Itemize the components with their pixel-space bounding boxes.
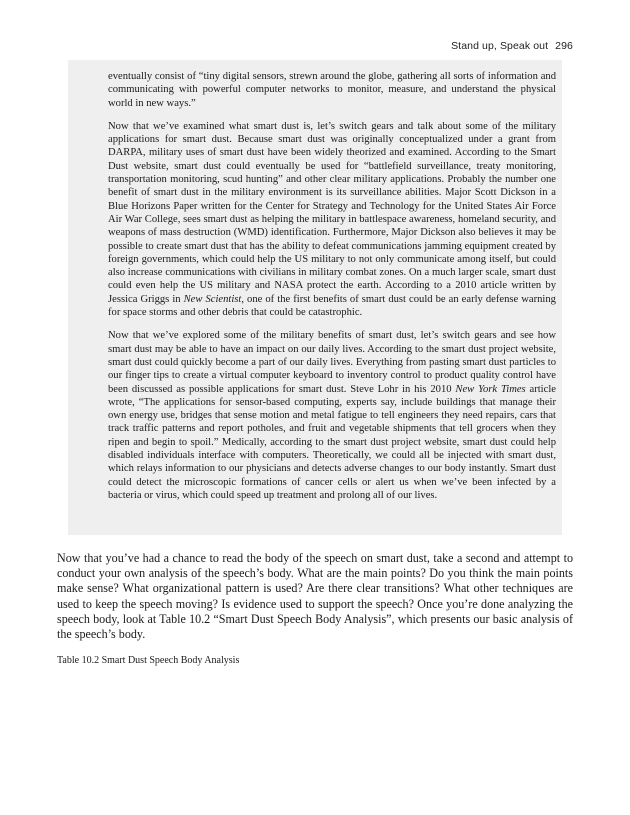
excerpt-paragraph-3: [108, 329, 556, 502]
speech-excerpt-box: [68, 60, 562, 535]
running-title: Stand up, Speak out: [451, 40, 549, 52]
excerpt-paragraph-3-text-a: Now that we’ve explored some of the military benefits of smart dust, let’s switch gears and see how smart dust may be able to have an impact on our daily lives. According to the smart dust project website, smart dust could quickly become a part of our daily lives. Everything from pasting smart dust particles to our finger tips to create a virtual computer keyboard to inventory control to product quality control have been discussed as possible applications for smart dust. Steve Lohr in his 2010: [108, 330, 556, 395]
running-head: [451, 40, 573, 52]
publication-title-new-scientist: New Scientist: [183, 293, 242, 305]
excerpt-paragraph-1: eventually consist of “tiny digital sensors, strewn around the globe, gathering all sorts of information and communicating with powerful computer networks to monitor, measure, and understand the physical world in new ways.”: [108, 71, 556, 109]
excerpt-paragraph-2-text-b: , one of the first benefits of smart dust could be an early defense warning for space storms and other debris that could be catastrophic.: [108, 293, 556, 319]
page-number: 296: [555, 40, 573, 52]
excerpt-paragraph-2-text-a: Now that we’ve examined what smart dust is, let’s switch gears and talk about some of the military applications for smart dust. Because smart dust was originally conceptualized under a grant from DARPA, military uses of smart dust have been widely theorized and examined. According to the Smart Dust website, smart dust could eventually be used for “battlefield surveillance, treaty monitoring, transportation monitoring, scud hunting” and other clear military applications. Probably the number one benefit of smart dust in the military environment is its surveillance abilities. Major Scott Dickson in a Blue Horizons Paper written for the Center for Strategy and Technology for the United States Air Force Air War College, sees smart dust as helping the military in battlespace awareness, homeland security, and weapons of mass destruction (WMD) identification. Furthermore, Major Dickson also believes it may be possible to create smart dust that has the ability to defeat communications jamming equipment created by foreign governments, which could help the US military to not only communicate among itself, but could also increase communications with civilians in military combat zones. On a much larger scale, smart dust could even help the US military and NASA protect the earth. According to a 2010 article written by Jessica Griggs in: [108, 120, 556, 305]
table-caption: Table 10.2 Smart Dust Speech Body Analysis: [57, 655, 240, 666]
body-paragraph: Now that you’ve had a chance to read the body of the speech on smart dust, take a second and attempt to conduct your own analysis of the speech’s body. What are the main points? Do you think the main points make sense? What organizational pattern is used? Are there clear transitions? What other techniques are used to keep the speech moving? Is evidence used to support the speech? Once you’re done analyzing the speech body, look at Table 10.2 “Smart Dust Speech Body Analysis”, which presents our basic analysis of the speech’s body.: [57, 551, 573, 642]
publication-title-new-york-times: New York Times: [455, 383, 526, 395]
excerpt-paragraph-3-text-b: article wrote, “The applications for sensor-based computing, experts say, include buildings that manage their own energy use, bridges that sense motion and metal fatigue to tell engineers they need repairs, cars that track traffic patterns and report potholes, and fruit and vegetable shipments that tell grocers when they ripen and begin to spoil.” Medically, according to the smart dust project website, smart dust could help disabled individuals interface with computers. Theoretically, we could all be injected with smart dust, which relays information to our physicians and detects adverse changes to our body instantly. Smart dust could detect the microscopic formations of cancer cells or alert us when we’ve been infected by a bacteria or virus, which could speed up treatment and prolong all of our lives.: [108, 383, 556, 501]
excerpt-paragraph-2: [108, 120, 556, 319]
